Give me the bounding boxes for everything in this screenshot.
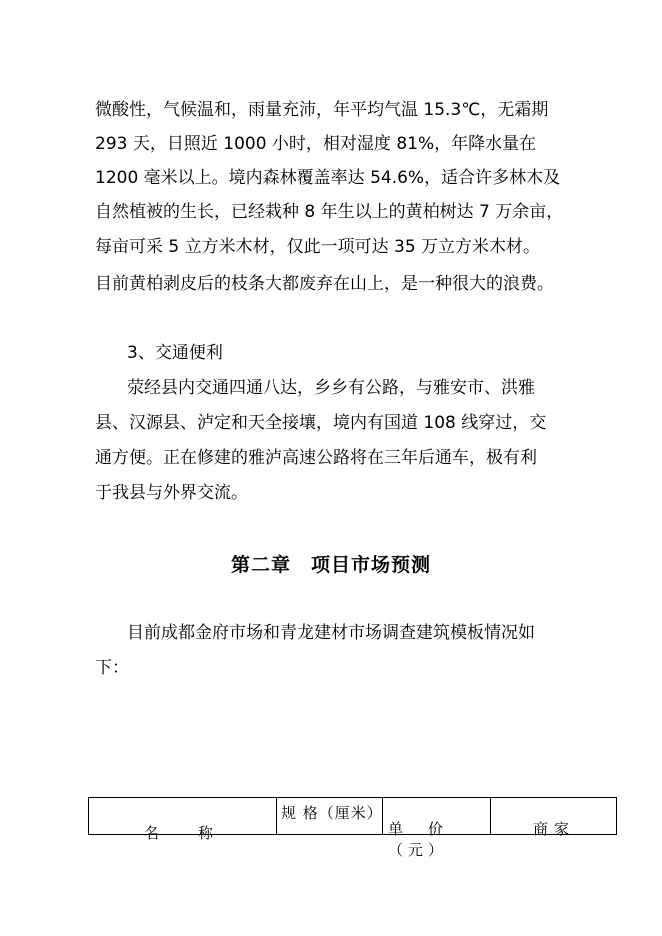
price-table <box>88 797 617 859</box>
header-label: 规 格（厘米） <box>281 804 383 822</box>
paragraph-line: 微酸性，气候温和，雨量充沛，年平均气温 15.3℃，无霜期 <box>95 100 549 120</box>
paragraph-line: 县、汉源县、泸定和天全接壤，境内有国道 108 线穿过，交 <box>95 413 547 433</box>
paragraph-line: 每亩可采 5 立方米木材，仅此一项可达 35 万立方米木材。 <box>95 237 541 257</box>
paragraph-line: 于我县与外界交流。 <box>95 483 248 503</box>
paragraph-line: 目前成都金府市场和青龙建材市场调查建筑模板情况如 <box>127 623 535 643</box>
header-cell-price <box>383 798 491 859</box>
header-label: 名 称 <box>144 824 226 842</box>
header-cell-vendor <box>491 798 617 838</box>
header-label: 单 价（元） <box>388 820 449 859</box>
table-header-row <box>89 798 617 835</box>
paragraph-line: 目前黄柏剥皮后的枝条大都废弃在山上，是一种很大的浪费。 <box>95 274 554 294</box>
paragraph-line: 荥经县内交通四通八达，乡乡有公路，与雅安市、洪雅 <box>127 378 535 398</box>
section-title: 3、交通便利 <box>127 343 223 363</box>
paragraph-line: 自然植被的生长，已经栽种 8 年生以上的黄柏树达 7 万余亩， <box>95 202 564 222</box>
header-cell-spec <box>277 798 383 835</box>
paragraph-line: 293 天，日照近 1000 小时，相对湿度 81%，年降水量在 <box>95 134 537 154</box>
paragraph-line: 1200 毫米以上。境内森林覆盖率达 54.6%，适合许多林木及 <box>95 168 561 188</box>
chapter-heading: 第二章 项目市场预测 <box>230 554 431 576</box>
header-cell-name <box>89 798 277 842</box>
header-label: 商家 <box>533 820 576 838</box>
paragraph-line: 通方便。正在修建的雅泸高速公路将在三年后通车，极有利 <box>95 448 537 468</box>
paragraph-line: 下： <box>95 658 129 678</box>
